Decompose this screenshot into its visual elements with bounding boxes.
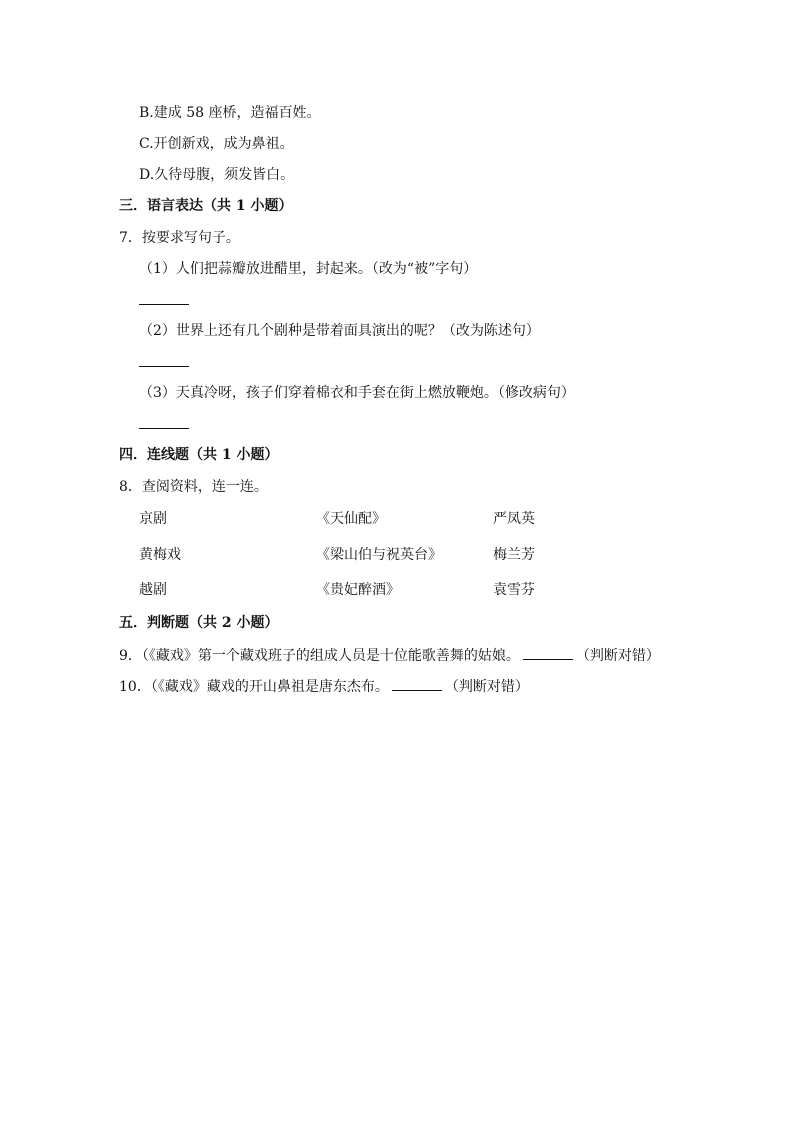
section-heading-true-false: 五．判断题（共 2 小题） xyxy=(119,615,279,631)
question-7-sub-3: （3）天真冷呀，孩子们穿着棉衣和手套在街上燃放鞭炮。（修改病句） xyxy=(139,385,575,401)
matching-opera-work[interactable]: 《梁山伯与祝英台》 xyxy=(316,547,442,563)
matching-performer[interactable]: 严凤英 xyxy=(493,511,535,527)
matching-opera-work[interactable]: 《贵妃醉酒》 xyxy=(316,582,400,598)
section-heading-language-expression: 三．语言表达（共 1 小题） xyxy=(119,198,293,214)
question-7-sub-1: （1）人们把蒜瓣放进醋里，封起来。（改为“被”字句） xyxy=(139,261,478,277)
section-heading-matching: 四．连线题（共 1 小题） xyxy=(119,447,279,463)
matching-opera-type[interactable]: 京剧 xyxy=(139,511,167,527)
option-c: C.开创新戏，成为鼻祖。 xyxy=(139,136,294,152)
matching-performer[interactable]: 梅兰芳 xyxy=(493,547,535,563)
matching-opera-type[interactable]: 越剧 xyxy=(139,582,167,598)
answer-blank-7-3[interactable] xyxy=(139,428,189,429)
option-d: D.久待母腹，须发皆白。 xyxy=(139,167,295,183)
option-b: B.建成 58 座桥，造福百姓。 xyxy=(139,105,321,121)
answer-blank-7-2[interactable] xyxy=(139,366,189,367)
question-10-instruction: （判断对错） xyxy=(444,679,529,695)
answer-blank-10[interactable] xyxy=(392,676,442,691)
question-7-stem: 7．按要求写句子。 xyxy=(119,230,240,246)
question-10-text: 10．（《藏戏》藏戏的开山鼻祖是唐东杰布。 xyxy=(119,679,389,695)
question-9 xyxy=(119,645,660,666)
question-9-text: 9．（《藏戏》第一个藏戏班子的组成人员是十位能歌善舞的姑娘。 xyxy=(119,648,520,664)
matching-opera-type[interactable]: 黄梅戏 xyxy=(139,547,181,563)
question-7-sub-2: （2）世界上还有几个剧种是带着面具演出的呢？（改为陈述句） xyxy=(139,323,540,339)
answer-blank-9[interactable] xyxy=(523,645,573,660)
answer-blank-7-1[interactable] xyxy=(139,304,189,305)
question-8-stem: 8．查阅资料，连一连。 xyxy=(119,479,268,495)
question-9-instruction: （判断对错） xyxy=(575,648,660,664)
matching-performer[interactable]: 袁雪芬 xyxy=(493,582,535,598)
question-10 xyxy=(119,676,529,697)
matching-opera-work[interactable]: 《天仙配》 xyxy=(316,511,386,527)
